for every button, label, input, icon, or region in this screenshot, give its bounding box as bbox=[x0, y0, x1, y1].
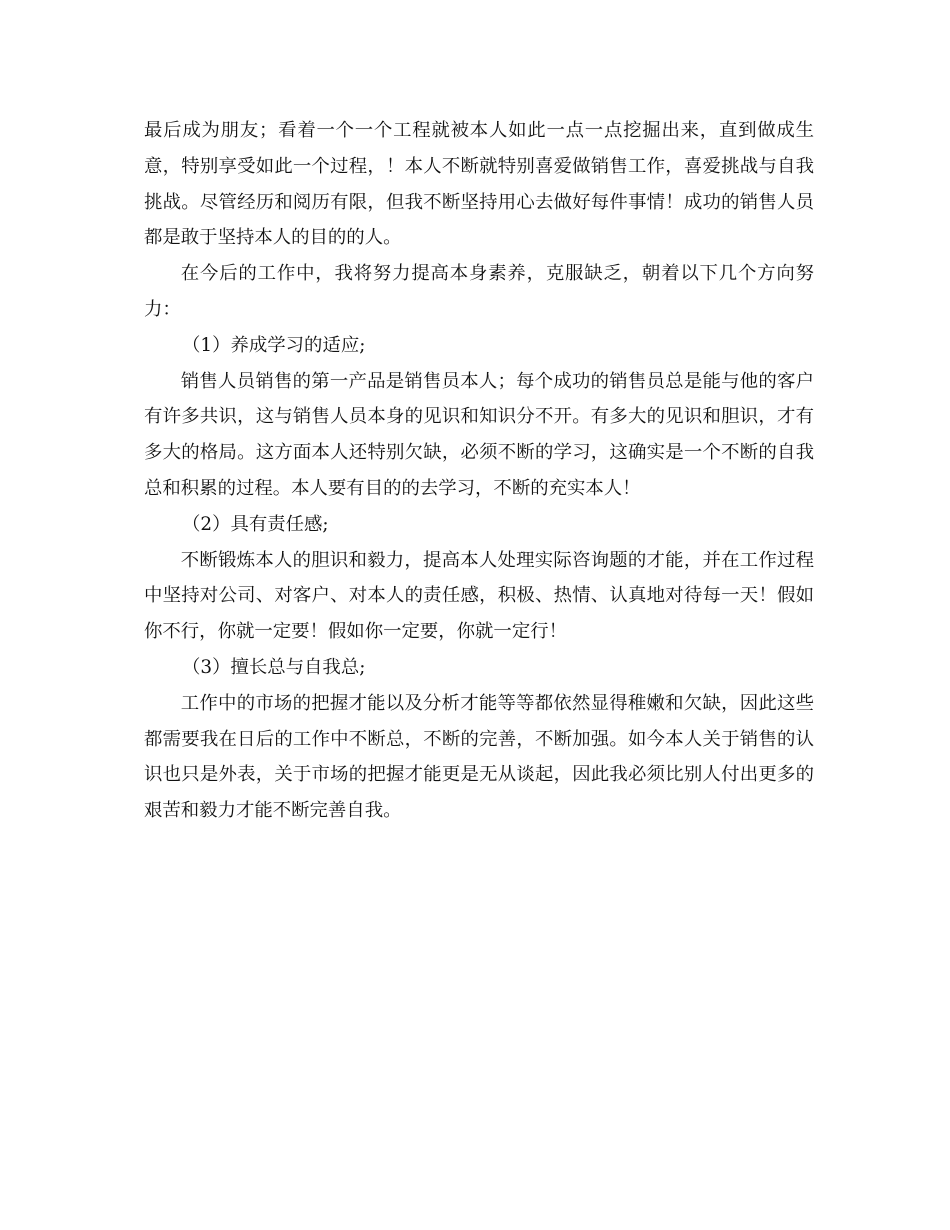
subheading-learning-habit: （1）养成学习的适应; bbox=[182, 334, 366, 356]
paragraph-continuation: 最后成为朋友；看着一个一个工程就被本人如此一点一点挖掘出来，直到做成生意，特别享受如此一个过程，！本人不断就特别喜爱做销售工作，喜爱挑战与自我挑战。尽管经历和阅历有限，但我不断坚持用心去做好每件事情！成功的销售人员都是敢于坚持本人的目的的人。 bbox=[144, 120, 814, 249]
paragraph-future-work: 在今后的工作中，我将努力提高本身素养，克服缺乏，朝着以下几个方向努力： bbox=[144, 263, 814, 320]
paragraph-self-summary: 工作中的市场的把握才能以及分析才能等等都依然显得稚嫩和欠缺，因此这些都需要我在日后的工作中不断总，不断的完善，不断加强。如今本人关于销售的认识也只是外表，关于市场的把握才能更是无从谈起，因此我必须比别人付出更多的艰苦和毅力才能不断完善自我。 bbox=[144, 692, 814, 822]
subheading-self-summary: （3）擅长总与自我总; bbox=[182, 656, 366, 678]
subheading-responsibility: （2）具有责任感; bbox=[182, 513, 329, 535]
paragraph-responsibility: 不断锻炼本人的胆识和毅力，提高本人处理实际咨询题的才能，并在工作过程中坚持对公司、对客户、对本人的责任感，积极、热情、认真地对待每一天！假如你不行，你就一定要！假如你一定要，你就一定行！ bbox=[144, 549, 814, 643]
document-body bbox=[144, 113, 814, 829]
paragraph-learning: 销售人员销售的第一产品是销售员本人；每个成功的销售员总是能与他的客户有许多共识，这与销售人员本身的见识和知识分不开。有多大的见识和胆识，才有多大的格局。这方面本人还特别欠缺，必须不断的学习，这确实是一个不断的自我总和积累的过程。本人要有目的的去学习，不断的充实本人！ bbox=[144, 370, 814, 499]
